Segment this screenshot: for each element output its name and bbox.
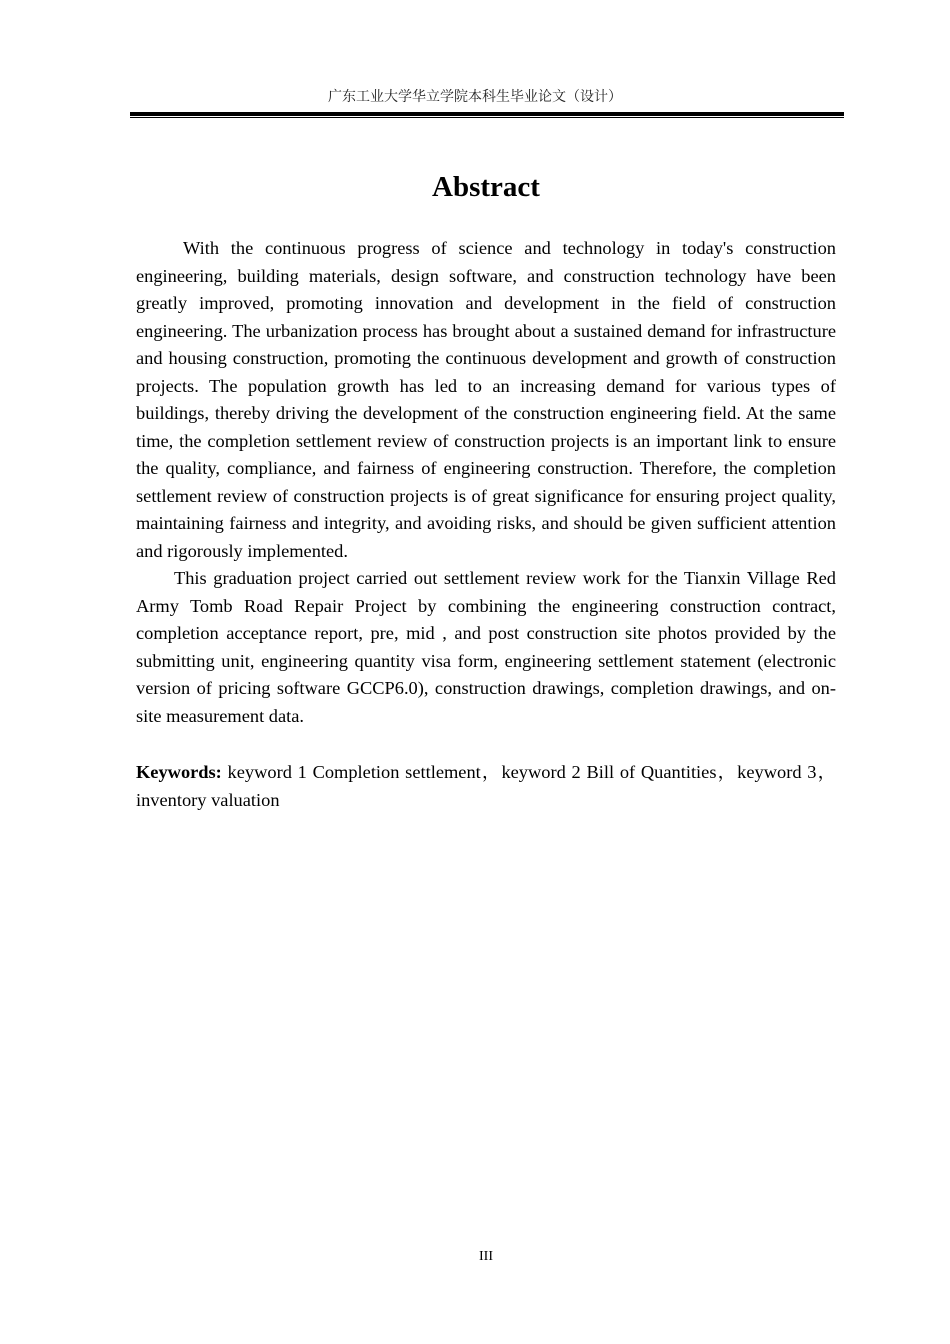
running-header: 广东工业大学华立学院本科生毕业论文（设计）: [328, 89, 622, 105]
abstract-paragraph-1: With the continuous progress of science and technology in today's construction engineering, building materials, design software, and construction technology have been greatly improved, promoting innovation and development in the field of construction engineering. The urbanization process has brought about a sustained demand for infrastructure and housing construction, promoting the continuous development and growth of construction projects. The population growth has led to an increasing demand for various types of buildings, thereby driving the development of the construction engineering field. At the same time, the completion settlement review of construction projects is an important link to ensure the quality, compliance, and fairness of engineering construction. Therefore, the completion settlement review of construction projects is of great significance for ensuring project quality, maintaining fairness and integrity, and avoiding risks, and should be given sufficient attention and rigorously implemented.: [136, 238, 836, 561]
page-number: III: [479, 1249, 493, 1264]
keywords-line: [136, 759, 836, 814]
header-rule-thin: [130, 117, 844, 118]
abstract-paragraph-2: This graduation project carried out settlement review work for the Tianxin Village Red Army Tomb Road Repair Project by combining the engineering construction contract, completion acceptance report, pre, mid , and post construction site photos provided by the submitting unit, engineering quantity visa form, engineering settlement statement (electronic version of pricing software GCCP6.0), construction drawings, completion drawings, and on-site measurement data.: [136, 568, 836, 726]
abstract-title: Abstract: [432, 171, 540, 203]
keywords-label: Keywords:: [136, 762, 222, 782]
keywords-text: keyword 1 Completion settlement，keyword 2 Bill of Quantities，keyword 3，inventory valuation: [136, 762, 836, 810]
abstract-body: [136, 235, 836, 730]
header-rule-thick: [130, 112, 844, 116]
